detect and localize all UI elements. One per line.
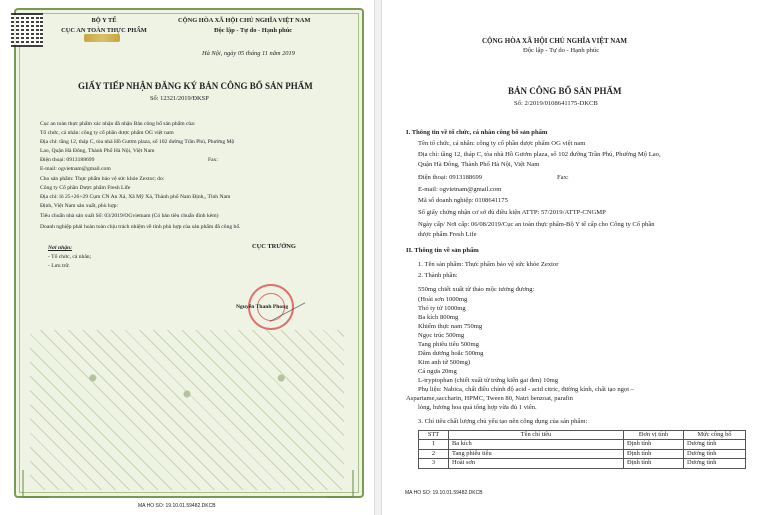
frame-corner-ornament (326, 470, 354, 498)
qr-code-icon (11, 13, 43, 47)
info-line: Số giấy chứng nhận cơ sở đủ điều kiện ATTP: 57/2019/ATTP-CNGMP (418, 209, 606, 216)
table-cell: Định tính (624, 440, 684, 449)
ingredient-line: Cá ngựa 20mg (418, 368, 457, 375)
body-line: Doanh nghiệp phải hoàn toàn chịu trách nhiệm về tính phù hợp của sản phẩm đã công bố. (40, 224, 241, 230)
department-emblem-icon (84, 34, 120, 42)
recipient-item: - Tổ chức, cá nhân; (48, 254, 92, 260)
certificate-title: GIẤY TIẾP NHẬN ĐĂNG KÝ BẢN CÔNG BỐ SẢN PHẨM (78, 81, 313, 91)
info-line: Tên tổ chức, cá nhân: công ty cổ phần dược phẩm OG việt nam (418, 140, 586, 147)
product-line: 1. Tên sản phẩm: Thực phẩm bảo vệ sức khỏe Zextor (418, 261, 559, 268)
info-line: Địa chỉ: tầng 12, tháp C, tòa nhà Hồ Gươm plaza, số 102 đường Trần Phú, Phường Mộ Lao, (418, 151, 661, 158)
table-header-row (419, 431, 746, 440)
email-line: E-mail: ogvietnam@gmail.com (418, 186, 502, 193)
info-line: dược phẩm Fresh Life (418, 231, 477, 238)
motto: Độc lập - Tự do - Hạnh phúc (523, 47, 600, 54)
ingredient-line: Kim anh tử 500mg) (418, 359, 471, 366)
table-row (419, 440, 746, 449)
column-header: Đơn vị tính (624, 431, 684, 440)
frame-corner-ornament (22, 470, 50, 498)
column-header: STT (419, 431, 449, 440)
table-cell: Hoài sơn (449, 459, 624, 468)
table-cell: Dương tính (684, 459, 746, 468)
body-line: Cho sản phẩm: Thực phẩm bảo vệ sức khỏe Zextor; do: (40, 176, 165, 182)
certificate-number: Số: 12321/2019/ĐKSP (150, 95, 209, 102)
republic-header: CỘNG HÒA XÃ HỘI CHỦ NGHĨA VIỆT NAM (178, 17, 311, 24)
info-line: Mã số doanh nghiệp: 0108641175 (418, 197, 508, 204)
section-heading: I. Thông tin về tổ chức, cá nhân công bố sản phẩm (406, 129, 548, 136)
body-line: E-mail: ogvietnam@gmail.com (40, 166, 111, 172)
info-line: Ngày cấp/ Nơi cấp: 06/08/2019/Cục an toàn thực phẩm-Bộ Y tế cấp cho Công ty Cổ phần (418, 221, 655, 228)
excipient-line: Aspartame,saccharin, HPMC, Tween 80, Natri benzoat, parafin (406, 395, 573, 402)
table-row (419, 459, 746, 468)
fax-line: Fax: (208, 157, 218, 163)
ministry: BỘ Y TẾ (91, 17, 117, 24)
ingredient-line: Khiếm thực nam 750mg (418, 323, 483, 330)
body-line: Tổ chức, cá nhân: công ty cổ phần dược phẩm OG việt nam (40, 130, 174, 136)
table-cell: Tang phiêu tiêu (449, 449, 624, 458)
ingredient-line: L-tryptophan (chiết xuất từ trứng kiến gai đen) 10mg (418, 377, 559, 384)
column-header: Mức công bố (684, 431, 746, 440)
product-line: 2. Thành phần: (418, 272, 458, 279)
body-line: Địa chỉ: lô 25+26+29 Cụm CN An Xá, Xã Mỹ Xá, Thành phố Nam Định,, Tỉnh Nam (40, 194, 231, 200)
section-heading: II. Thông tin về sản phẩm (406, 247, 479, 254)
ingredient-line: Thỏ ty tử 1000mg (418, 305, 466, 312)
table-cell: 2 (419, 449, 449, 458)
excipient-line: lỏng, hương hoa quả tổng hợp vừa đủ 1 viên. (418, 404, 537, 411)
republic-header: CỘNG HÒA XÃ HỘI CHỦ NGHĨA VIỆT NAM (482, 37, 628, 45)
date-line: Hà Nội, ngày 05 tháng 11 năm 2019 (202, 50, 295, 57)
ingredient-line: (Hoài sơn 1000mg (418, 296, 468, 303)
body-line: Định, Việt Nam sản xuất, phù hợp: (40, 203, 119, 209)
ingredient-line: Tang phiêu tiêu 500mg (418, 341, 479, 348)
ingredient-line: Dâm dương hoắc 500mg (418, 350, 484, 357)
body-line: Công ty Cổ phần Dược phẩm Fresh Life (40, 185, 131, 191)
table-cell: 1 (419, 440, 449, 449)
department: CỤC AN TOÀN THỰC PHẨM (61, 27, 147, 34)
phone-line: Điện thoại: 0913188699 (40, 157, 95, 163)
excipient-line: Phụ liệu: Nabica, chất điều chỉnh độ acid - acid citric, đường kính, chất tạo ngọt – (418, 386, 634, 393)
certificate-page (0, 0, 375, 515)
signer-name: Nguyễn Thanh Phong (236, 304, 289, 310)
decorative-drum-pattern (30, 330, 344, 490)
table-cell: Định tính (624, 449, 684, 458)
fax-line: Fax: (557, 174, 569, 181)
table-cell: Ba kích (449, 440, 624, 449)
ingredient-line: Ngọc trúc 500mg (418, 332, 465, 339)
body-line: Lao, Quận Hà Đông, Thành Phố Hà Nội, Việt Nam (40, 148, 155, 154)
declaration-title: BẢN CÔNG BỐ SẢN PHẨM (508, 86, 622, 96)
motto: Độc lập - Tự do - Hạnh phúc (214, 27, 293, 34)
body-line: Địa chỉ: tầng 12, tháp C, tòa nhà Hồ Gươm plaza, số 102 đường Trần Phú, Phường Mộ (40, 139, 235, 145)
table-cell: Dương tính (684, 440, 746, 449)
ingredient-line: 550mg chiết xuất từ thảo mộc tương đương: (418, 286, 535, 293)
left-footer-code: MA HO SO: 19.10.01.59482.DKCB (138, 503, 216, 509)
quality-criteria-table (418, 430, 746, 469)
body-line: Cục an toàn thực phẩm xác nhận đã nhận Bản công bố sản phẩm của: (40, 121, 196, 127)
table-cell: 3 (419, 459, 449, 468)
table-cell: Định tính (624, 459, 684, 468)
ingredient-line: Ba kích 800mg (418, 314, 459, 321)
recipients-title: Nơi nhận: (48, 245, 72, 251)
info-line: Quận Hà Đông, Thành Phố Hà Nội, Việt Nam (418, 161, 540, 168)
quality-heading: 3. Chỉ tiêu chất lượng chủ yếu tạo nên công dụng của sản phẩm: (418, 418, 588, 425)
column-header: Tên chỉ tiêu (449, 431, 624, 440)
recipient-item: - Lưu trữ. (48, 263, 70, 269)
body-line: Tiêu chuẩn nhà sản xuất Số: 03/2019/OGvietnam (Có bản tiêu chuẩn đính kèm) (40, 213, 219, 219)
table-row (419, 449, 746, 458)
declaration-number: Số: 2/2019/0108641175-DKCB (514, 100, 598, 107)
table-cell: Dương tính (684, 449, 746, 458)
signer-title: CỤC TRƯỞNG (252, 243, 296, 250)
right-footer-code: MA HO SO: 19.10.01.59482.DKCB (405, 490, 483, 496)
phone-line: Điện thoại: 0913188699 (418, 174, 483, 181)
